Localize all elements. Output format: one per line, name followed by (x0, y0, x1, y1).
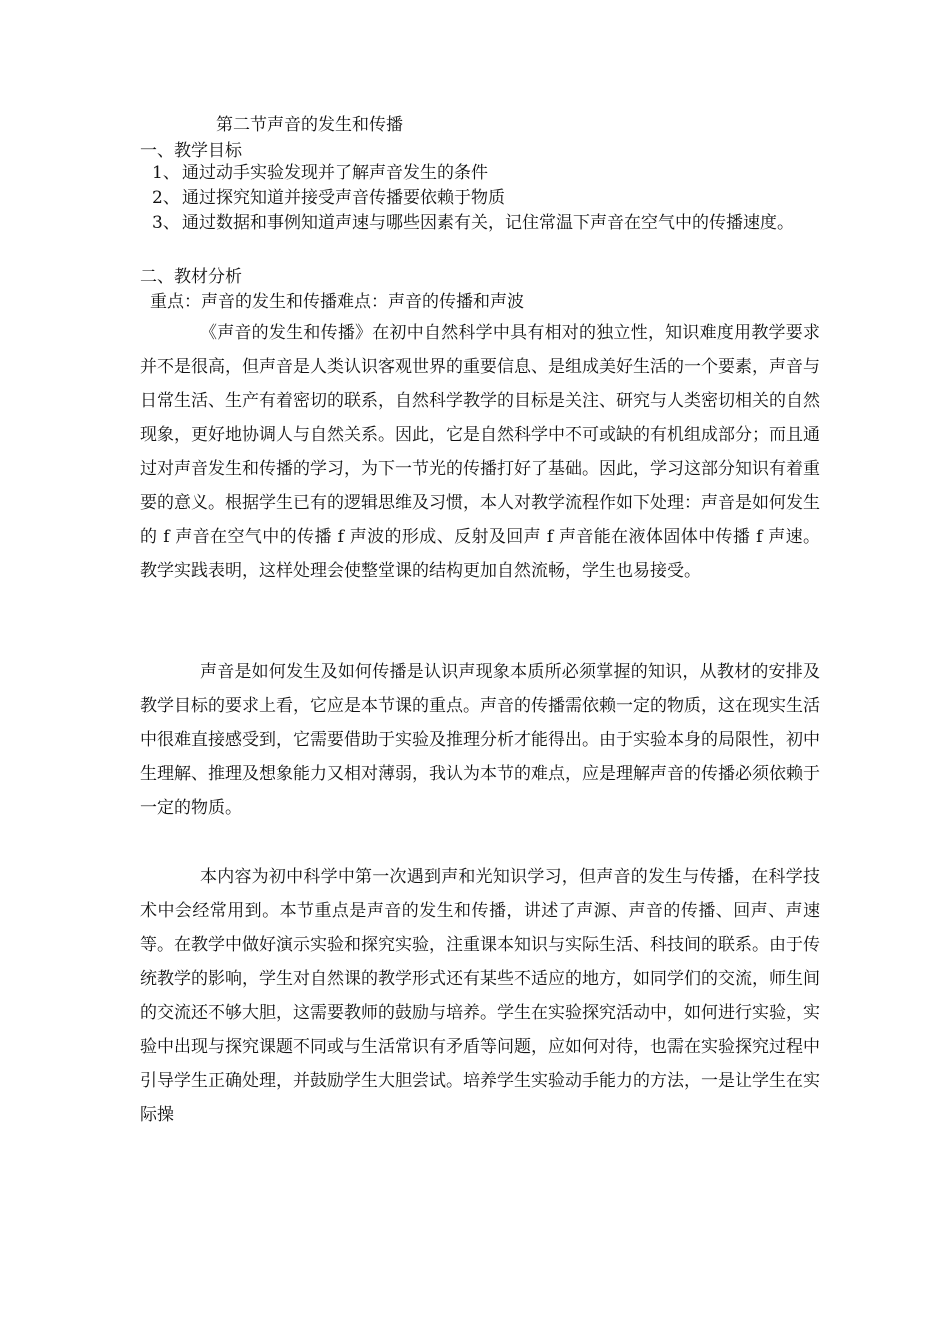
goal-item (152, 211, 822, 236)
goal-item (152, 161, 822, 186)
goal-text: 通过动手实验发现并了解声音发生的条件 (182, 163, 488, 183)
goal-number: 1、 (152, 163, 180, 183)
paragraph: 声音是如何发生及如何传播是认识声现象本质所必须掌握的知识，从教材的安排及教学目标的要求上看，它应是本节课的重点。声音的传播需依赖一定的物质，这在现实生活中很难直接感受到，它需要借助于实验及推理分析才能得出。由于实验本身的局限性，初中生理解、推理及想象能力又相对薄弱，我认为本节的难点，应是理解声音的传播必须依赖于一定的物质。 (140, 662, 820, 818)
section-heading-material-analysis: 二、教材分析 (140, 267, 242, 287)
goal-item (152, 186, 822, 211)
page-title: 第二节声音的发生和传播 (216, 115, 403, 135)
goal-text: 通过数据和事例知道声速与哪些因素有关，记住常温下声音在空气中的传播速度。 (182, 213, 794, 233)
section-heading-teaching-goals: 一、教学目标 (140, 141, 242, 161)
paragraph: 本内容为初中科学中第一次遇到声和光知识学习，但声音的发生与传播，在科学技术中会经常用到。本节重点是声音的发生和传播，讲述了声源、声音的传播、回声、声速等。在教学中做好演示实验和探究实验，注重课本知识与实际生活、科技间的联系。由于传统教学的影响，学生对自然课的教学形式还有某些不适应的地方，如同学们的交流，师生间的交流还不够大胆，这需要教师的鼓励与培养。学生在实验探究活动中，如何进行实验，实验中出现与探究课题不同或与生活常识有矛盾等问题，应如何对待，也需在实验探究过程中引导学生正确处理，并鼓励学生大胆尝试。培养学生实验动手能力的方法，一是让学生在实际操 (140, 867, 820, 1125)
goal-number: 3、 (152, 213, 180, 233)
paragraph: 《声音的发生和传播》在初中自然科学中具有相对的独立性，知识难度用教学要求并不是很高，但声音是人类认识客观世界的重要信息、是组成美好生活的一个要素，声音与日常生活、生产有着密切的联系，自然科学教学的目标是关注、研究与人类密切相关的自然现象，更好地协调人与自然关系。因此，它是自然科学中不可或缺的有机组成部分；而且通过对声音发生和传播的学习，为下一节光的传播打好了基础。因此，学习这部分知识有着重要的意义。根据学生已有的逻辑思维及习惯，本人对教学流程作如下处理：声音是如何发生的 f 声音在空气中的传播 f 声波的形成、反射及回声 f 声音能在液体固体中传播 f 声速。教学实践表明，这样处理会使整堂课的结构更加自然流畅，学生也易接受。 (140, 323, 820, 581)
goal-text: 通过探究知道并接受声音传播要依赖于物质 (182, 188, 505, 208)
goal-number: 2、 (152, 188, 180, 208)
key-and-difficult-points: 重点：声音的发生和传播难点：声音的传播和声波 (150, 292, 524, 312)
